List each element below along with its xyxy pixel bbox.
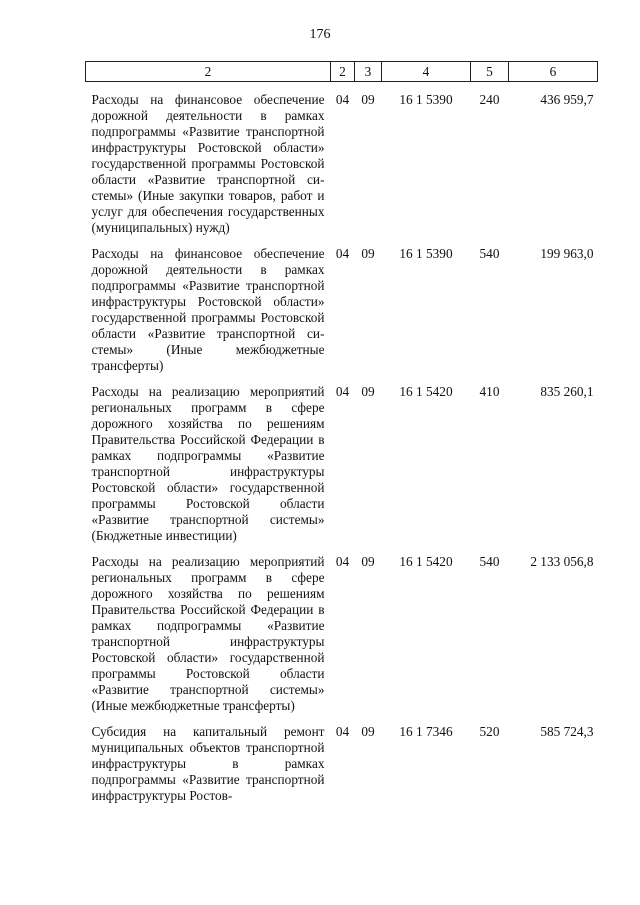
spacer-row	[86, 236, 598, 246]
row-description: Расходы на реализацию мероприятий региональных программ в сфере дорожного хозяйства по решениям Правительства Российской Федерации в рамках подпрограммы «Развитие транспортной инфраструктуры Ростовской области» государственной программы Ростовской области «Развитие транспортной системы» (Бюджетные инвестиции)	[91, 384, 325, 543]
row-section: 04	[335, 92, 350, 107]
row-expense-type: 410	[479, 384, 500, 399]
row-expense-type: 240	[479, 92, 500, 107]
row-amount: 585 724,3	[540, 724, 594, 739]
row-subsection: 09	[361, 724, 375, 739]
row-subsection: 09	[361, 92, 375, 107]
spacer-row	[86, 544, 598, 554]
budget-table	[85, 61, 598, 804]
spacer-row	[86, 82, 598, 93]
row-amount: 835 260,1	[540, 384, 594, 399]
header-section: 2	[331, 62, 355, 82]
spacer-row	[86, 714, 598, 724]
row-description: Расходы на реализацию мероприятий региональных программ в сфере дорожного хозяйства по решениям Правительства Российской Федерации в рамках подпрограммы «Развитие транспортной инфраструктуры Ростовской области» государственной программы Ростовской области «Развитие транспортной системы» (Иные межбюджетные трансферты)	[91, 554, 325, 713]
header-amount: 6	[509, 62, 598, 82]
table-body	[86, 82, 598, 805]
row-section: 04	[335, 384, 350, 399]
row-target-article: 16 1 7346	[399, 724, 453, 739]
row-expense-type: 520	[479, 724, 500, 739]
row-expense-type: 540	[479, 554, 500, 569]
row-target-article: 16 1 5390	[399, 92, 453, 107]
row-subsection: 09	[361, 384, 375, 399]
row-amount: 436 959,7	[540, 92, 594, 107]
header-target-article: 4	[382, 62, 471, 82]
row-description: Субсидия на капитальный ремонт муниципальных объектов транспортной инфраструктуры в рамках подпрограммы «Развитие транспортной инфраструктуры Ростов-	[91, 724, 325, 803]
table-header	[86, 62, 598, 82]
header-subsection: 3	[355, 62, 382, 82]
spacer-row	[86, 374, 598, 384]
table-row	[86, 724, 598, 804]
row-description: Расходы на финансовое обеспечение дорожной деятельности в рамках подпрограммы «Развитие транспортной инфраструктуры Ростовской области» государственной программы Ростовской области «Развитие транспортной системы» (Иные межбюджетные трансферты)	[91, 246, 325, 373]
row-amount: 2 133 056,8	[530, 554, 594, 569]
row-target-article: 16 1 5420	[399, 554, 453, 569]
row-subsection: 09	[361, 554, 375, 569]
header-expense-type: 5	[471, 62, 509, 82]
page-number: 176	[309, 27, 331, 42]
row-amount: 199 963,0	[540, 246, 594, 261]
row-description: Расходы на финансовое обеспечение дорожной деятельности в рамках подпрограммы «Развитие транспортной инфраструктуры Ростовской области» государственной программы Ростовской области «Развитие транспортной системы» (Иные закупки товаров, работ и услуг для обеспечения государственных (муниципальных) нужд)	[91, 92, 325, 235]
table-row	[86, 92, 598, 236]
row-target-article: 16 1 5390	[399, 246, 453, 261]
row-expense-type: 540	[479, 246, 500, 261]
header-description: 2	[86, 62, 331, 82]
table-row	[86, 246, 598, 374]
table-row	[86, 554, 598, 714]
row-subsection: 09	[361, 246, 375, 261]
row-section: 04	[335, 554, 350, 569]
header-row	[86, 62, 598, 82]
table-row	[86, 384, 598, 544]
row-target-article: 16 1 5420	[399, 384, 453, 399]
row-section: 04	[335, 724, 350, 739]
row-section: 04	[335, 246, 350, 261]
